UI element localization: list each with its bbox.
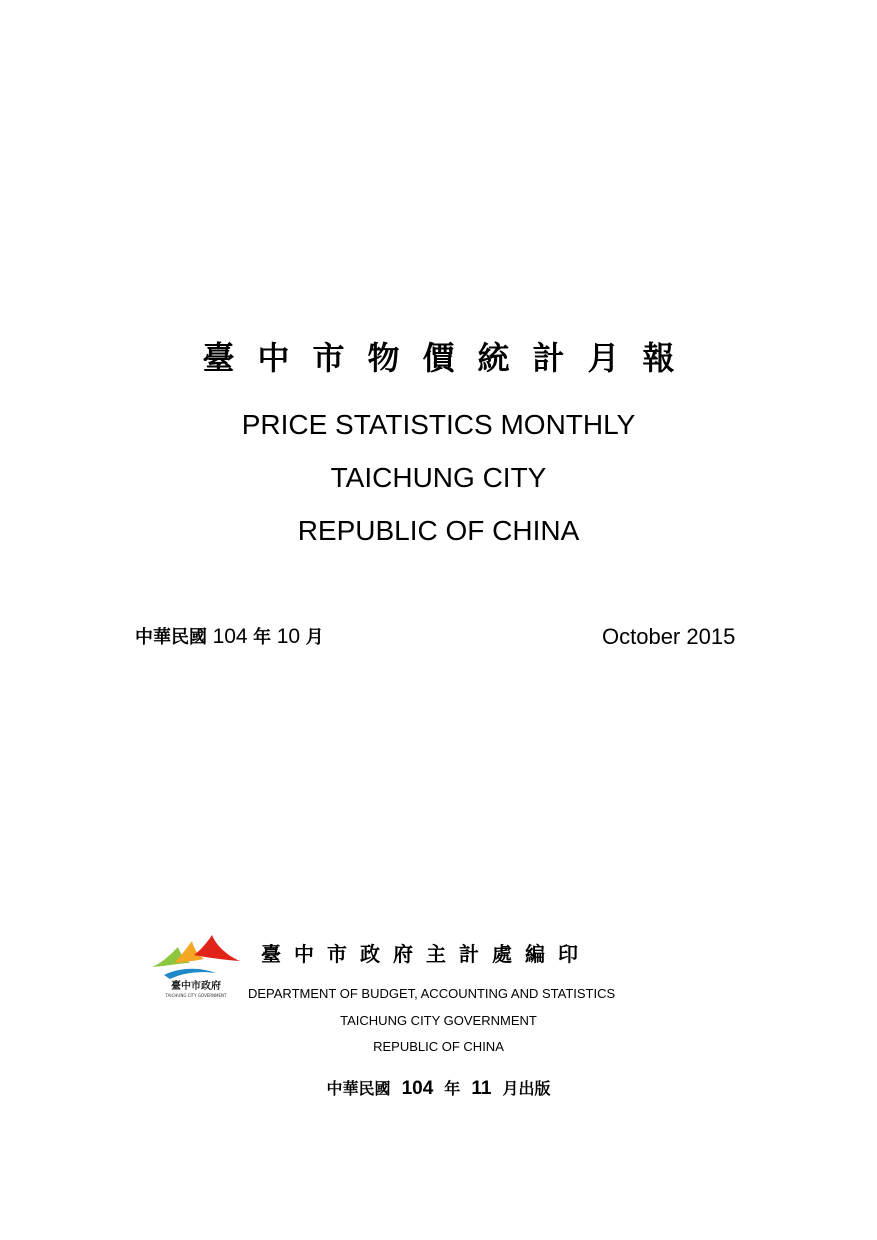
title-english-line-1: PRICE STATISTICS MONTHLY [241, 409, 636, 440]
logo-blue-swoosh [164, 969, 216, 979]
issue-date-prefix: 中華民國 [135, 627, 207, 648]
publisher-chinese: 臺中市政府主計處編印 [261, 942, 591, 966]
publisher-english-line-3: REPUBLIC OF CHINA [373, 1039, 504, 1054]
issue-date-month-char: 月 [305, 627, 324, 648]
publication-date-suffix: 月出版 [502, 1079, 551, 1098]
publisher-english-line-1: DEPARTMENT OF BUDGET, ACCOUNTING AND STATISTICS [248, 986, 616, 1001]
publication-date [0, 1074, 877, 1103]
publisher-english-line-2: TAICHUNG CITY GOVERNMENT [340, 1013, 537, 1028]
issue-date-chinese [135, 623, 324, 652]
title-chinese: 臺中市物價統計月報 [202, 339, 698, 377]
issue-date-year: 104 [212, 625, 248, 648]
issue-date-month: 10 [276, 625, 301, 648]
logo-text: 臺中市政府 [171, 981, 221, 992]
publication-date-year-char: 年 [444, 1079, 461, 1098]
publication-date-month: 11 [471, 1078, 492, 1099]
title-english-line-2: TAICHUNG CITY [330, 462, 547, 493]
publication-date-prefix: 中華民國 [326, 1079, 391, 1098]
issue-date-english: October 2015 [602, 624, 736, 649]
logo-subtext: TAICHUNG CITY GOVERNMENT [165, 993, 227, 998]
issue-date-year-char: 年 [253, 627, 272, 648]
city-government-logo [150, 933, 242, 999]
publication-date-year: 104 [401, 1078, 434, 1099]
title-english-line-3: REPUBLIC OF CHINA [297, 515, 580, 546]
